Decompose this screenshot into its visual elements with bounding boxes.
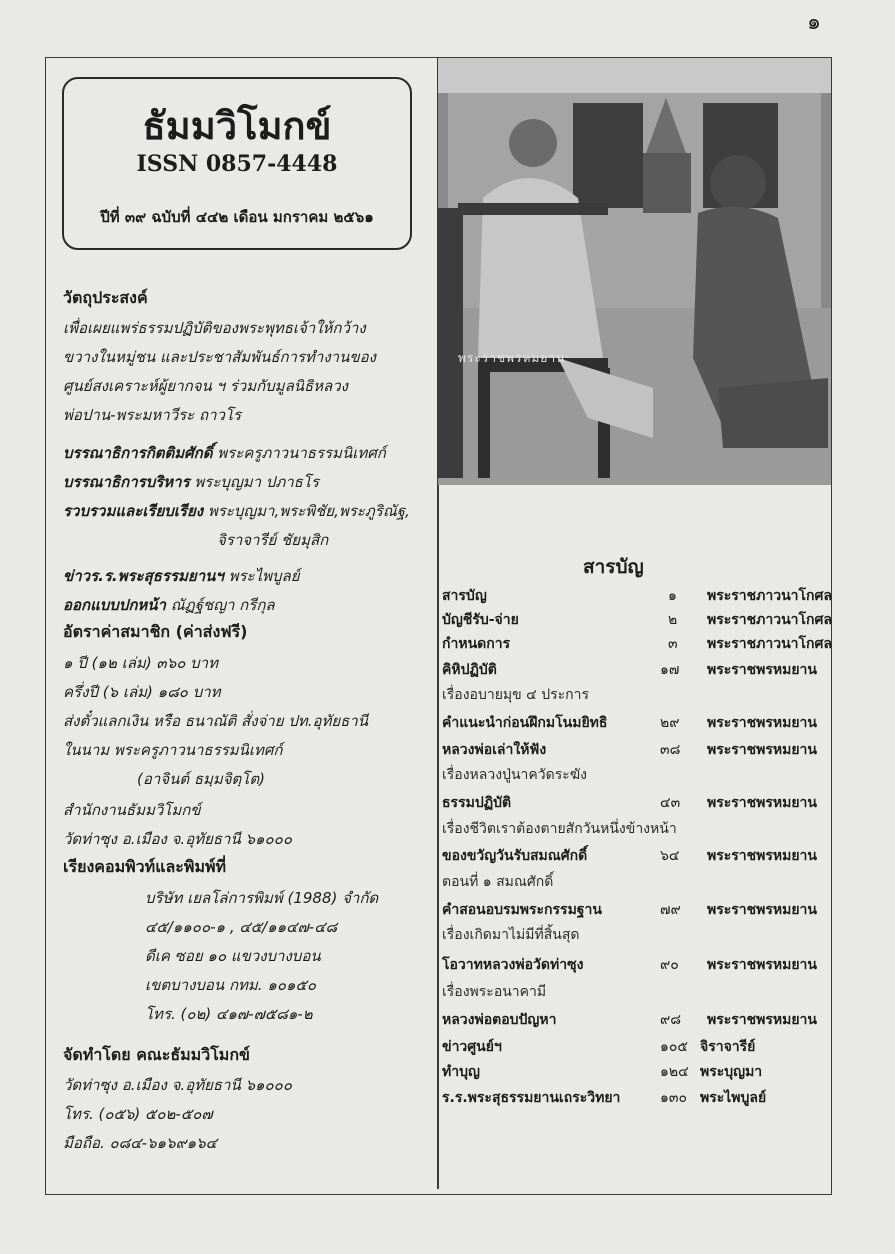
toc-title: โอวาทหลวงพ่อวัดท่าซุง — [442, 957, 584, 973]
cover-designer — [63, 595, 275, 615]
toc-author: พระราชพรหมยาน — [707, 902, 817, 918]
managing-editor-name: พระบุญมา ปภาธโร — [194, 473, 319, 491]
printing-line: โทร. (๐๒) ๔๑๗-๗๕๘๑-๒ — [145, 1005, 313, 1023]
toc-title: ร.ร.พระสุธรรมยานเถระวิทยา — [442, 1090, 621, 1106]
masthead-box — [62, 77, 412, 250]
issn: ISSN 0857-4448 — [136, 151, 338, 177]
cover-label: ออกแบบปกหน้า — [63, 596, 166, 614]
publisher-heading: จัดทำโดย คณะธัมมวิโมกข์ — [63, 1045, 250, 1064]
toc-author: พระบุญมา — [700, 1064, 763, 1080]
toc-author: พระราชพรหมยาน — [707, 848, 817, 864]
toc-title: สารบัญ — [442, 588, 487, 604]
toc-author: พระราชพรหมยาน — [707, 957, 817, 973]
toc-author: พระราชภาวนาโกศล — [707, 612, 832, 628]
journal-title: ธัมมวิโมกข์ — [142, 103, 332, 148]
toc-page: ๑๐๕ — [660, 1039, 689, 1055]
toc-title: บัญชีรับ-จ่าย — [442, 612, 519, 628]
toc-title: คำสอนอบรมพระกรรมฐาน — [442, 902, 602, 918]
compiler — [63, 501, 410, 521]
publisher-line: วัดท่าซุง อ.เมือง จ.อุทัยธานี ๖๑๐๐๐ — [63, 1076, 292, 1094]
printing-line: ๔๕/๑๑๐๐-๑ , ๔๕/๑๑๔๗-๔๘ — [145, 918, 338, 936]
subscription-line: ส่งตั๋วแลกเงิน หรือ ธนาณัติ สั่งจ่าย ปท.อุทัยธานี — [63, 712, 368, 730]
toc-page: ๓ — [668, 636, 678, 652]
toc-author: พระไพบูลย์ — [700, 1090, 767, 1106]
page-number: ๑ — [807, 10, 821, 35]
toc-title: ธรรมปฏิบัติ — [442, 795, 512, 811]
toc-page: ๒๙ — [660, 715, 680, 731]
toc-subtitle: เรื่องเกิดมาไม่มีที่สิ้นสุด — [442, 927, 580, 943]
toc-page: ๑๗ — [660, 662, 680, 678]
subscription-line: (อาจินต์ ธมฺมจิตฺโต) — [137, 770, 265, 788]
toc-title: กำหนดการ — [442, 636, 511, 652]
toc-title: หลวงพ่อเล่าให้ฟัง — [442, 742, 547, 758]
toc-title: ข่าวศูนย์ฯ — [442, 1039, 502, 1055]
toc-author: พระราชพรหมยาน — [707, 662, 817, 678]
toc-page: ๒ — [668, 612, 678, 628]
toc-page: ๙๘ — [660, 1012, 682, 1028]
compiler-label: รวบรวมและเรียบเรียง — [63, 502, 204, 520]
publisher-line: มือถือ. ๐๘๔-๖๑๖๙๑๖๔ — [63, 1134, 217, 1152]
managing-editor — [63, 472, 319, 492]
toc-page: ๑๓๐ — [660, 1090, 688, 1106]
cover-photo — [438, 58, 831, 485]
toc-author: พระราชพรหมยาน — [707, 742, 817, 758]
subscription-line: วัดท่าซุง อ.เมือง จ.อุทัยธานี ๖๑๐๐๐ — [63, 830, 292, 848]
toc-heading: สารบัญ — [583, 556, 644, 578]
toc-page: ๔๓ — [660, 795, 681, 811]
toc-title: ทำบุญ — [442, 1064, 480, 1080]
objective-line: ขวางในหมู่ชน และประชาสัมพันธ์การทำงานของ — [63, 348, 376, 366]
objective-heading: วัตถุประสงค์ — [63, 288, 148, 307]
honorary-editor-name: พระครูภาวนาธรรมนิเทศก์ — [217, 444, 386, 462]
objective-line: เพื่อเผยแพร่ธรรมปฏิบัติของพระพุทธเจ้าให้กว้าง — [63, 319, 366, 337]
toc-author: จิราจารีย์ — [700, 1039, 756, 1055]
cover-name: ณัฏฐ์ชญา กรีกุล — [170, 596, 275, 614]
toc-title: หลวงพ่อตอบปัญหา — [442, 1012, 557, 1028]
toc-author: พระราชภาวนาโกศล — [707, 636, 832, 652]
toc-page: ๗๙ — [660, 902, 681, 918]
chair-caption: พระราชพรหมยาน — [458, 351, 566, 365]
photo-illustration — [438, 58, 831, 485]
news-name: พระไพบูลย์ — [228, 567, 300, 585]
objective-line: ศูนย์สงเคราะห์ผู้ยากจน ฯ ร่วมกับมูลนิธิหลวง — [63, 377, 348, 395]
objective-line: พ่อปาน-พระมหาวีระ ถาวโร — [63, 406, 242, 424]
toc-page: ๙๐ — [660, 957, 679, 973]
toc-subtitle: เรื่องหลวงปู่นาควัดระฆัง — [442, 767, 587, 783]
toc-title: ของขวัญวันรับสมณศักดิ์ — [442, 848, 588, 864]
toc-author: พระราชพรหมยาน — [707, 1012, 817, 1028]
toc-author: พระราชพรหมยาน — [707, 715, 817, 731]
printing-line: เขตบางบอน กทม. ๑๐๑๕๐ — [145, 976, 317, 994]
honorary-editor-label: บรรณาธิการกิตติมศักดิ์ — [63, 444, 213, 462]
honorary-editor — [63, 443, 386, 463]
toc-page: ๑ — [668, 588, 677, 604]
issue-line: ปีที่ ๓๙ ฉบับที่ ๔๔๒ เดือน มกราคม ๒๕๖๑ — [100, 208, 374, 226]
compiler-names-2: จิราจารีย์ ชัยมุสิก — [217, 531, 329, 549]
news-label: ข่าวร.ร.พระสุธรรมยานฯ — [63, 567, 224, 585]
publisher-line: โทร. (๐๕๖) ๕๐๒-๕๐๗ — [63, 1105, 213, 1123]
subscription-heading: อัตราค่าสมาชิก (ค่าส่งฟรี) — [63, 622, 248, 641]
news-reporter — [63, 566, 300, 586]
subscription-line: สำนักงานธัมมวิโมกข์ — [63, 801, 201, 819]
subscription-line: ๑ ปี (๑๒ เล่ม) ๓๖๐ บาท — [63, 654, 218, 672]
printing-line: บริษัท เยลโล่การพิมพ์ (1988) จำกัด — [145, 889, 379, 907]
printing-heading: เรียงคอมพิวท์และพิมพ์ที่ — [63, 857, 227, 876]
compiler-names: พระบุญมา,พระพิชัย,พระภูริณัฐ, — [207, 502, 410, 520]
toc-page: ๓๘ — [660, 742, 681, 758]
toc-subtitle: เรื่องพระอนาคามี — [442, 984, 547, 1000]
toc-author: พระราชพรหมยาน — [707, 795, 817, 811]
subscription-line: ในนาม พระครูภาวนาธรรมนิเทศก์ — [63, 741, 283, 759]
subscription-line: ครึ่งปี (๖ เล่ม) ๑๘๐ บาท — [63, 683, 221, 701]
toc-author: พระราชภาวนาโกศล — [707, 588, 832, 604]
toc-subtitle: เรื่องอบายมุข ๔ ประการ — [442, 687, 589, 703]
toc-title: คิหิปฏิบัติ — [442, 662, 497, 678]
toc-page: ๖๔ — [660, 848, 680, 864]
toc-title: คำแนะนำก่อนฝึกมโนมยิทธิ — [442, 715, 608, 731]
toc-page: ๑๒๔ — [660, 1064, 689, 1080]
managing-editor-label: บรรณาธิการบริหาร — [63, 473, 190, 491]
printing-line: ดีเค ซอย ๑๐ แขวงบางบอน — [145, 947, 321, 965]
toc-subtitle: เรื่องชีวิตเราต้องตายสักวันหนึ่งข้างหน้า — [442, 821, 677, 837]
toc-subtitle: ตอนที่ ๑ สมณศักดิ์ — [442, 874, 554, 890]
